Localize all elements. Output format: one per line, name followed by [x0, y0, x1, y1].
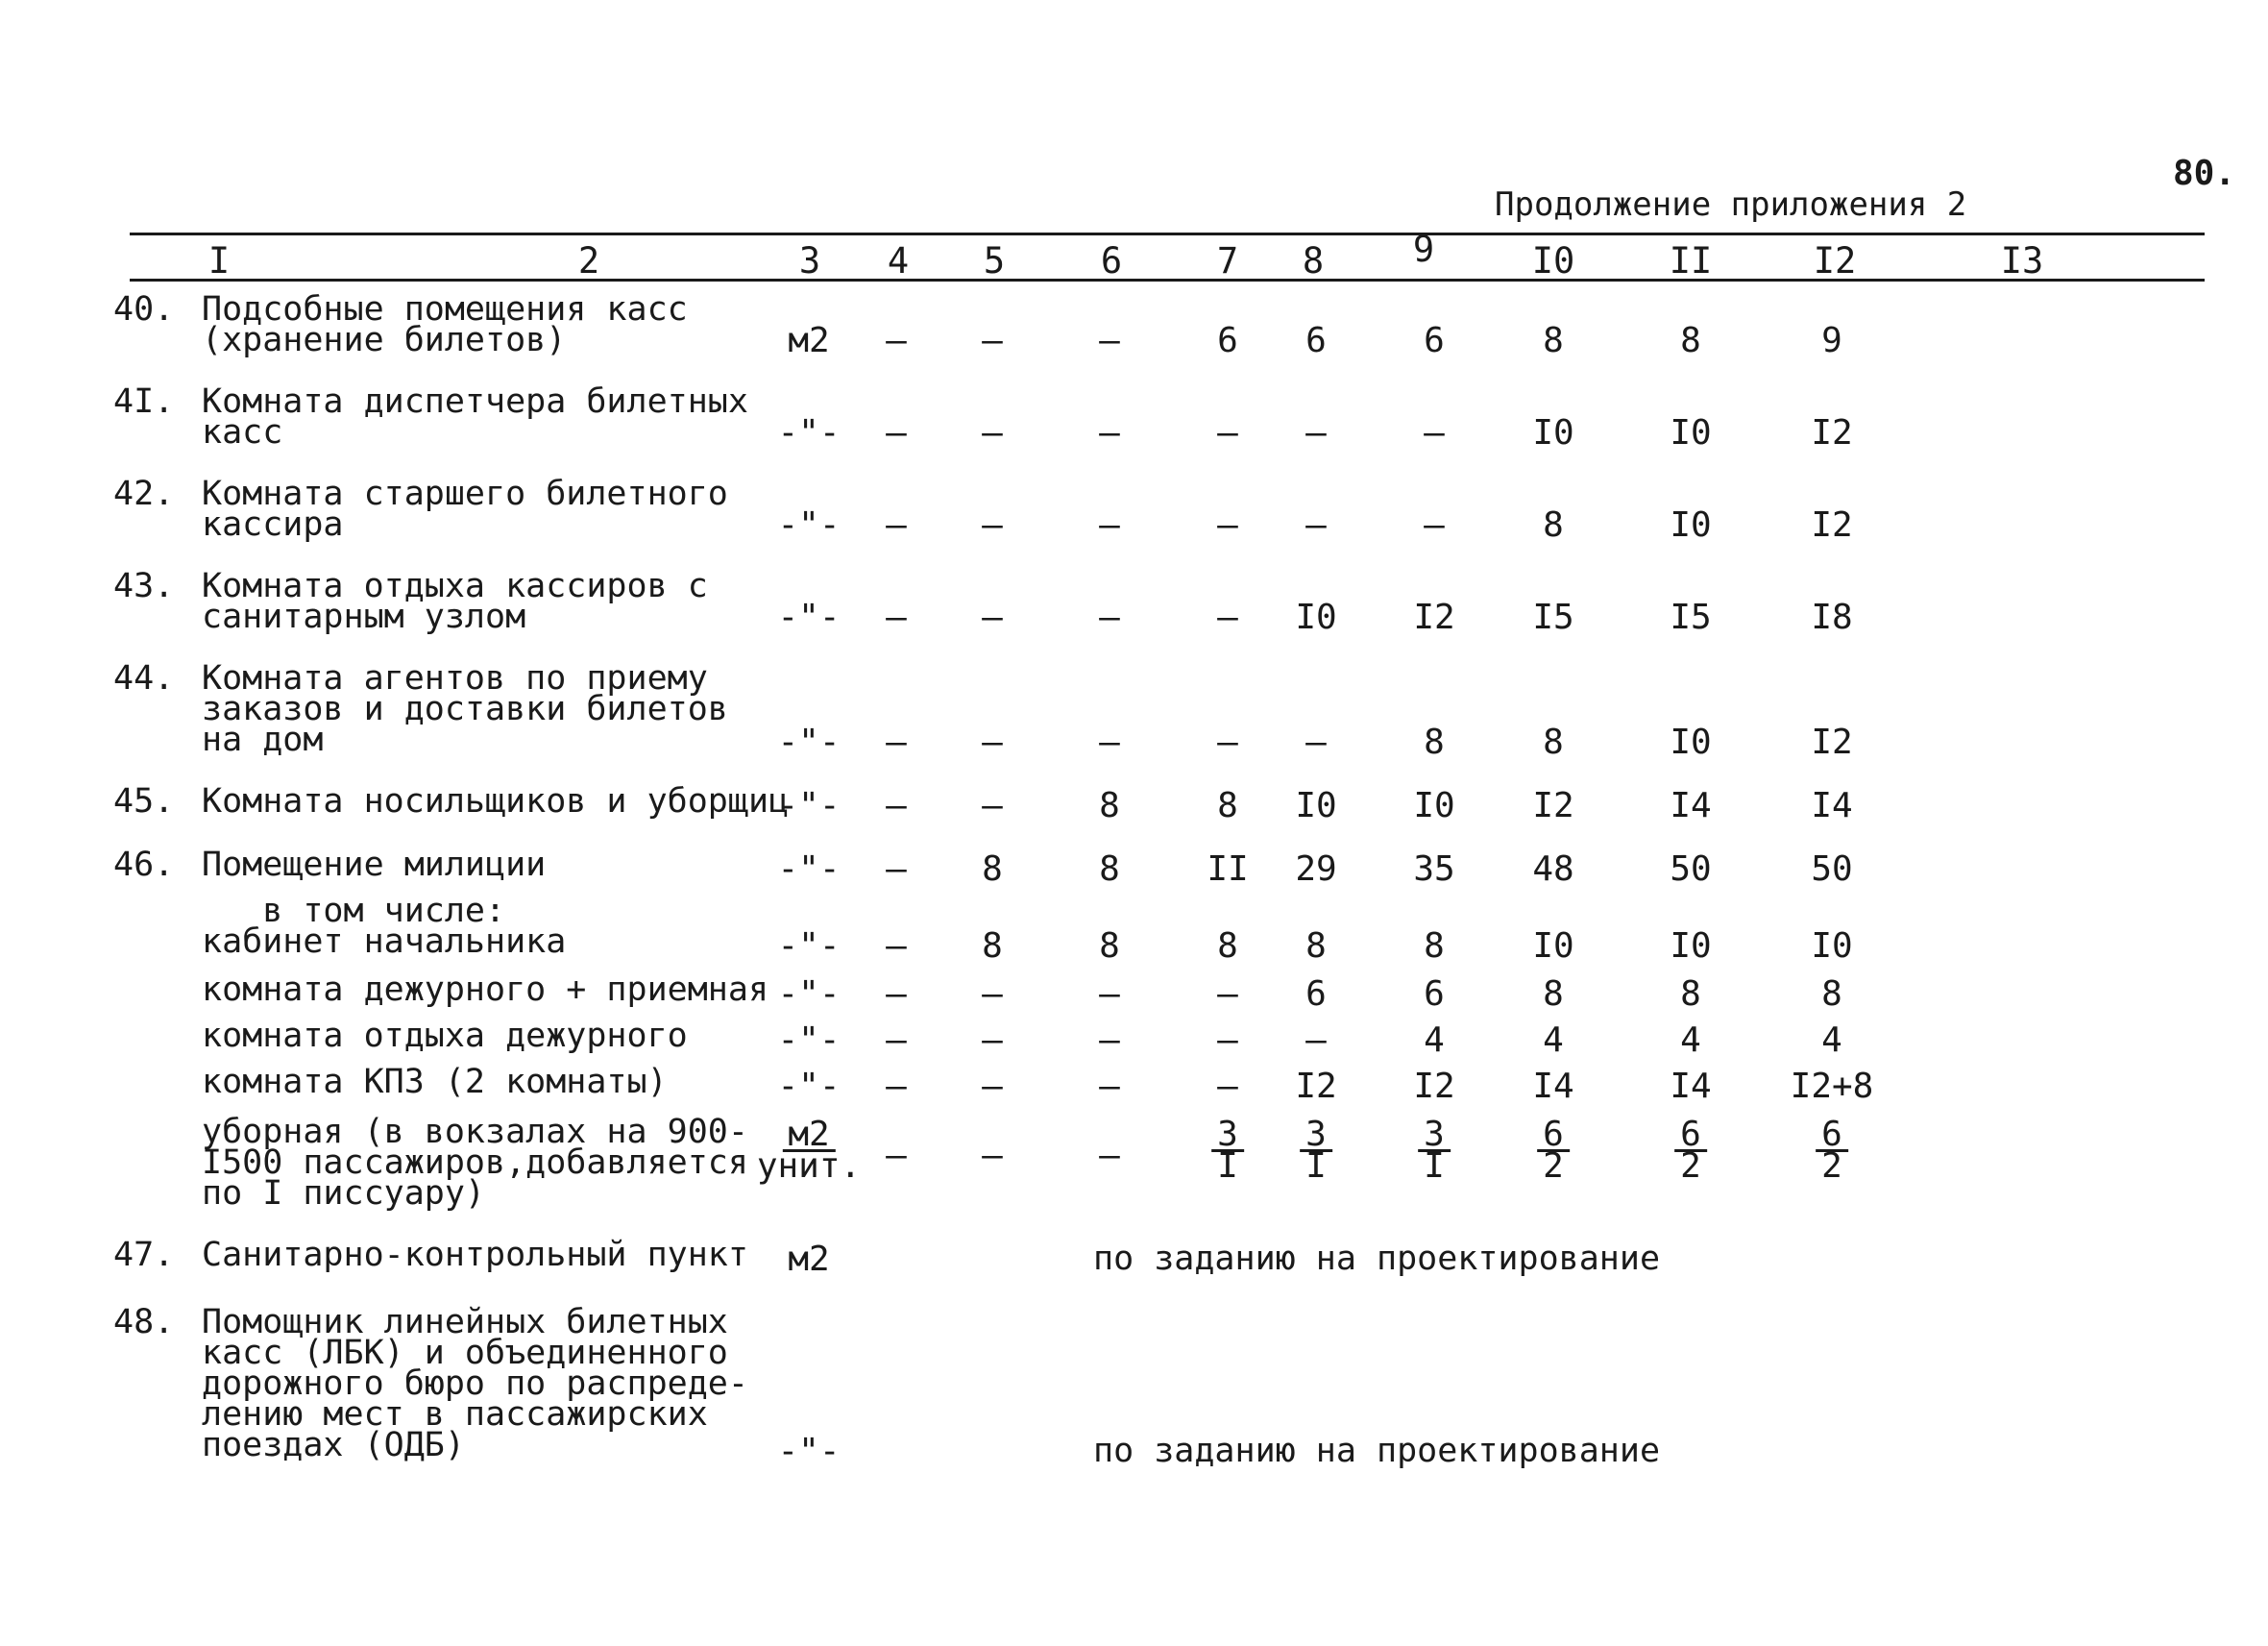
value-cell: 6 [1305, 321, 1327, 360]
value-cell: 8 [1217, 786, 1238, 825]
value-cell: – [1099, 1020, 1120, 1060]
room-name: Санитарно-контрольный пункт [202, 1236, 748, 1274]
value-cell: I2 [1532, 786, 1574, 825]
value-cell: I2 [1413, 1067, 1455, 1106]
value-cell: – [886, 1020, 907, 1060]
value-cell: – [1424, 505, 1445, 545]
value-cell: 8 [1099, 786, 1120, 825]
value-cell: I0 [1670, 505, 1712, 545]
value-cell: – [1099, 598, 1120, 637]
value-cell: I2+8 [1790, 1067, 1874, 1106]
value-cell: I8 [1811, 598, 1853, 637]
column-number: 2 [577, 240, 600, 282]
value-cell: 29 [1295, 849, 1337, 889]
value-cell: 4 [1543, 1020, 1564, 1060]
unit-cell: м2 [788, 1240, 830, 1279]
value-cell: – [886, 849, 907, 889]
value-cell: – [982, 1020, 1003, 1060]
value-cell: – [1305, 505, 1327, 545]
design-assignment-note: по заданию на проектирование [1093, 1240, 1661, 1278]
row-number: 43. [113, 567, 175, 605]
value-cell: 50 [1811, 849, 1853, 889]
fraction-denominator: I [1217, 1146, 1238, 1186]
value-cell: 4 [1680, 1020, 1701, 1060]
value-cell: – [982, 598, 1003, 637]
value-cell: I2 [1811, 505, 1853, 545]
value-cell: – [982, 786, 1003, 825]
room-name: Помощник линейных билетных касс (ЛБК) и объединенного дорожного бюро по распреде- лению мест в пассажирских поездах (ОДБ) [202, 1303, 748, 1464]
value-cell: 50 [1670, 849, 1712, 889]
header-bottom-rule [130, 279, 2205, 282]
unit-cell: -"- [777, 974, 841, 1014]
value-cell: I0 [1413, 786, 1455, 825]
unit-cell: -"- [777, 1432, 841, 1471]
fraction-denominator: 2 [1821, 1146, 1842, 1186]
value-cell: – [886, 1067, 907, 1106]
room-name: комната дежурного + приемная [202, 970, 769, 1009]
column-number: 8 [1302, 240, 1325, 282]
unit-cell: -"- [777, 849, 841, 889]
value-cell: – [982, 974, 1003, 1014]
value-cell: – [1217, 1067, 1238, 1106]
value-cell: 8 [1680, 974, 1701, 1014]
unit-cell: -"- [777, 598, 841, 637]
unit-cell: -"- [777, 1020, 841, 1060]
fraction-numerator: 3 [1418, 1120, 1451, 1152]
room-name: Комната отдыха кассиров с санитарным узлом [202, 567, 708, 636]
fraction-cell [1816, 1115, 1848, 1186]
value-cell: 8 [1680, 321, 1701, 360]
row-number: 48. [113, 1303, 175, 1341]
header-top-rule [130, 233, 2205, 235]
value-cell: 8 [982, 849, 1003, 889]
room-name: Комната агентов по приему заказов и доставки билетов на дом [202, 659, 728, 759]
fraction-cell [1537, 1115, 1570, 1186]
value-cell: 8 [1424, 723, 1445, 762]
value-cell: 48 [1532, 849, 1574, 889]
value-cell: – [982, 413, 1003, 453]
value-cell: – [982, 1136, 1003, 1175]
value-cell: – [1099, 1067, 1120, 1106]
room-name: Подсобные помещения касс (хранение билетов) [202, 290, 688, 359]
value-cell: 8 [1543, 505, 1564, 545]
room-name: комната отдыха дежурного [202, 1017, 688, 1055]
value-cell: – [982, 505, 1003, 545]
value-cell: – [886, 723, 907, 762]
value-cell: – [982, 321, 1003, 360]
fraction-numerator: 3 [1300, 1120, 1332, 1152]
column-number: 5 [983, 240, 1006, 282]
value-cell: – [1217, 974, 1238, 1014]
value-cell: 6 [1217, 321, 1238, 360]
value-cell: I5 [1670, 598, 1712, 637]
column-number: I3 [2000, 240, 2044, 282]
value-cell: I5 [1532, 598, 1574, 637]
room-name: Комната старшего билетного кассира [202, 475, 728, 544]
value-cell: 9 [1821, 321, 1842, 360]
value-cell: I0 [1295, 786, 1337, 825]
room-name: Комната носильщиков и уборщиц [202, 782, 790, 821]
value-cell: – [1099, 505, 1120, 545]
value-cell: – [886, 1136, 907, 1175]
value-cell: – [1305, 723, 1327, 762]
value-cell: 6 [1424, 974, 1445, 1014]
row-number: 45. [113, 782, 175, 821]
value-cell: 4 [1821, 1020, 1842, 1060]
column-number: II [1669, 240, 1713, 282]
value-cell: I4 [1670, 1067, 1712, 1106]
room-name: уборная (в вокзалах на 900- I500 пассажиров,добавляется по I писсуару) [202, 1113, 748, 1213]
unit-cell: -"- [777, 413, 841, 453]
value-cell: 8 [1099, 926, 1120, 966]
value-cell: 4 [1424, 1020, 1445, 1060]
column-number: I2 [1813, 240, 1857, 282]
value-cell: I0 [1811, 926, 1853, 966]
value-cell: I2 [1811, 723, 1853, 762]
value-cell: 8 [1543, 321, 1564, 360]
value-cell: I4 [1811, 786, 1853, 825]
value-cell: I4 [1670, 786, 1712, 825]
column-number: I0 [1531, 240, 1575, 282]
value-cell: I4 [1532, 1067, 1574, 1106]
room-name: Комната диспетчера билетных касс [202, 382, 748, 452]
fraction-denominator: 2 [1543, 1146, 1564, 1186]
row-number: 4I. [113, 382, 175, 421]
value-cell: 6 [1424, 321, 1445, 360]
value-cell: – [1217, 598, 1238, 637]
row-number: 46. [113, 846, 175, 884]
value-cell: – [982, 723, 1003, 762]
value-cell: – [1099, 321, 1120, 360]
fraction-cell [1300, 1115, 1332, 1186]
continuation-caption: Продолжение приложения 2 [1495, 185, 1967, 224]
fraction-cell [1674, 1115, 1707, 1186]
value-cell: 8 [1305, 926, 1327, 966]
fraction-numerator: 6 [1674, 1120, 1707, 1152]
fraction-denominator: I [1305, 1146, 1327, 1186]
value-cell: – [1099, 413, 1120, 453]
value-cell: – [1217, 1020, 1238, 1060]
value-cell: – [1099, 1136, 1120, 1175]
value-cell: I2 [1295, 1067, 1337, 1106]
value-cell: – [886, 974, 907, 1014]
column-number: 3 [798, 240, 821, 282]
value-cell: I0 [1670, 413, 1712, 453]
design-assignment-note: по заданию на проектирование [1093, 1432, 1661, 1470]
column-number: 6 [1100, 240, 1123, 282]
value-cell: 8 [982, 926, 1003, 966]
room-name: комната КПЗ (2 комнаты) [202, 1063, 668, 1101]
value-cell: – [886, 321, 907, 360]
column-number: 4 [887, 240, 910, 282]
value-cell: – [1217, 505, 1238, 545]
row-number: 44. [113, 659, 175, 698]
value-cell: I0 [1532, 926, 1574, 966]
value-cell: – [886, 413, 907, 453]
value-cell: 8 [1543, 974, 1564, 1014]
value-cell: 8 [1099, 849, 1120, 889]
value-cell: – [1424, 413, 1445, 453]
unit-cell: -"- [777, 786, 841, 825]
value-cell: I2 [1413, 598, 1455, 637]
fraction-numerator: 6 [1816, 1120, 1848, 1152]
fraction-cell [1211, 1115, 1244, 1186]
fraction-numerator: 6 [1537, 1120, 1570, 1152]
page-number: 80. [2173, 154, 2236, 193]
value-cell: 8 [1821, 974, 1842, 1014]
value-cell: – [1305, 413, 1327, 453]
column-number: 9 [1412, 229, 1435, 270]
fraction-cell [1418, 1115, 1451, 1186]
row-number: 40. [113, 290, 175, 329]
column-number: I [207, 240, 231, 282]
unit-denominator: унит. [756, 1146, 862, 1186]
value-cell: – [886, 598, 907, 637]
value-cell: 8 [1424, 926, 1445, 966]
value-cell: I0 [1670, 926, 1712, 966]
unit-cell: -"- [777, 1067, 841, 1106]
fraction-numerator: 3 [1211, 1120, 1244, 1152]
value-cell: – [1217, 413, 1238, 453]
column-number: 7 [1216, 240, 1239, 282]
value-cell: II [1207, 849, 1249, 889]
unit-numerator: м2 [782, 1120, 835, 1152]
unit-fraction [756, 1115, 862, 1186]
value-cell: I0 [1670, 723, 1712, 762]
value-cell: I0 [1295, 598, 1337, 637]
fraction-denominator: 2 [1680, 1146, 1701, 1186]
value-cell: I2 [1811, 413, 1853, 453]
value-cell: – [982, 1067, 1003, 1106]
value-cell: – [1217, 723, 1238, 762]
value-cell: 8 [1217, 926, 1238, 966]
value-cell: 8 [1543, 723, 1564, 762]
unit-cell: -"- [777, 723, 841, 762]
value-cell: – [886, 926, 907, 966]
row-number: 47. [113, 1236, 175, 1274]
unit-cell: м2 [788, 321, 830, 360]
value-cell: – [1099, 974, 1120, 1014]
value-cell: 6 [1305, 974, 1327, 1014]
value-cell: 35 [1413, 849, 1455, 889]
value-cell: I0 [1532, 413, 1574, 453]
value-cell: – [1099, 723, 1120, 762]
value-cell: – [886, 786, 907, 825]
value-cell: – [886, 505, 907, 545]
room-name: Помещение милиции [202, 846, 547, 884]
unit-cell: -"- [777, 926, 841, 966]
row-number: 42. [113, 475, 175, 513]
value-cell: – [1305, 1020, 1327, 1060]
room-name: в том числе: кабинет начальника [202, 892, 567, 961]
fraction-denominator: I [1424, 1146, 1445, 1186]
unit-cell: -"- [777, 505, 841, 545]
